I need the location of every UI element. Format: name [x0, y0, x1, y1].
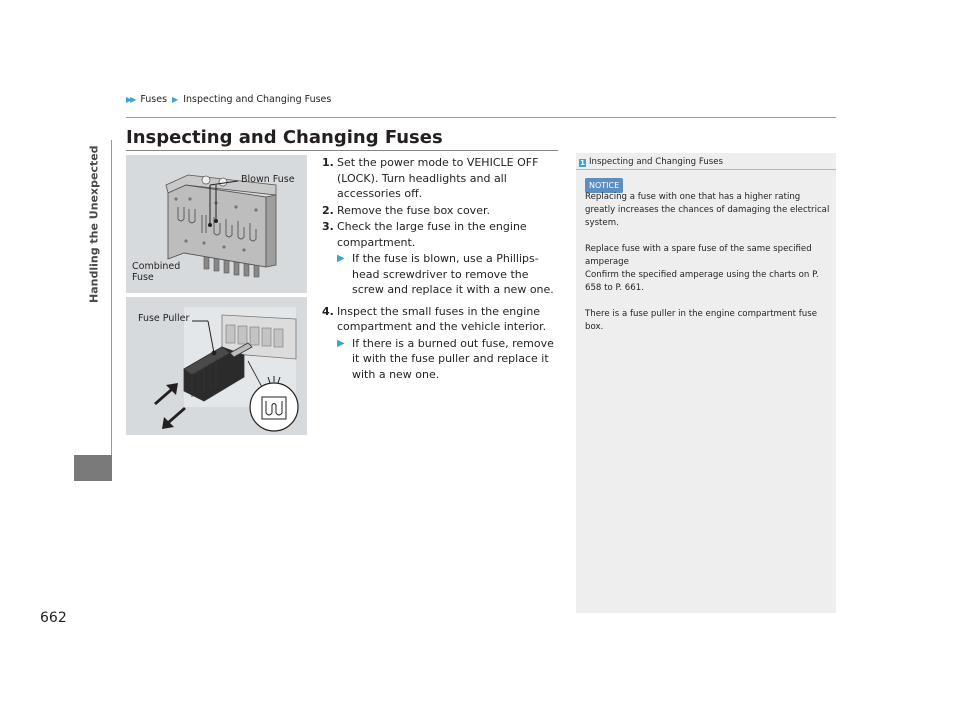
fuse-puller-illustration	[126, 297, 307, 435]
note-paragraph-3: There is a fuse puller in the engine compartment fuse box.	[585, 309, 818, 332]
side-divider	[111, 140, 112, 455]
note-divider	[576, 169, 836, 170]
fuse-box-illustration	[126, 155, 307, 293]
note-paragraph-1: Replacing a fuse with one that has a higher rating greatly increases the chances of damaging the electrical system.	[585, 192, 830, 228]
breadcrumb-fuses[interactable]: Fuses	[140, 94, 168, 105]
label-blown-fuse: Blown Fuse	[241, 174, 295, 185]
step-text: Inspect the small fuses in the engine compartment and the vehicle interior.	[337, 304, 547, 333]
side-tab-marker	[74, 455, 112, 481]
label-fuse-puller: Fuse Puller	[138, 313, 190, 324]
side-note	[576, 153, 836, 613]
notice-badge: NOTICE	[585, 178, 623, 193]
step-text: Set the power mode to VEHICLE OFF (LOCK). Turn headlights and all accessories off.	[337, 156, 539, 200]
title-divider	[126, 150, 558, 151]
label-combined: Combined	[132, 261, 181, 272]
arrow-icon: ▶	[172, 95, 179, 104]
step-text: Remove the fuse box cover.	[337, 203, 490, 217]
step-4	[322, 304, 562, 335]
arrow-icon: ▶	[337, 253, 345, 264]
step-number: 1.	[322, 156, 334, 169]
step-number: 3.	[322, 220, 334, 233]
step-3	[322, 219, 562, 250]
side-tab-label: Handling the Unexpected	[87, 145, 101, 303]
procedure-steps	[322, 155, 562, 382]
substep-text: If there is a burned out fuse, remove it with the fuse puller and replace it with a new one.	[352, 336, 554, 381]
step-1	[322, 155, 562, 202]
breadcrumb	[126, 94, 331, 105]
note-p2b[interactable]: Confirm the specified amperage using the charts on P. 658 to P. 661.	[585, 270, 819, 293]
step-4-substep	[337, 336, 562, 383]
note-heading	[579, 156, 723, 169]
note-paragraph-2	[585, 243, 830, 295]
note-p2a: Replace fuse with a spare fuse of the same specified amperage	[585, 244, 812, 267]
page-title: Inspecting and Changing Fuses	[126, 127, 443, 148]
note-heading-text: Inspecting and Changing Fuses	[589, 157, 724, 167]
step-number: 4.	[322, 304, 334, 318]
header-divider	[126, 117, 836, 118]
breadcrumb-current: Inspecting and Changing Fuses	[183, 94, 332, 105]
step-text: Check the large fuse in the engine compartment.	[337, 220, 527, 249]
step-number: 2.	[322, 203, 334, 217]
substep-text: If the fuse is blown, use a Phillips-head screwdriver to remove the screw and replace it with a new one.	[352, 252, 554, 296]
step-2	[322, 203, 562, 219]
page-number: 662	[40, 610, 67, 626]
double-arrow-icon: ▶▶	[126, 95, 135, 104]
step-3-substep	[337, 251, 562, 298]
label-fuse: Fuse	[132, 272, 154, 283]
note-number-icon: 1	[580, 158, 585, 167]
arrow-icon: ▶	[337, 337, 345, 349]
note-body	[585, 191, 830, 347]
